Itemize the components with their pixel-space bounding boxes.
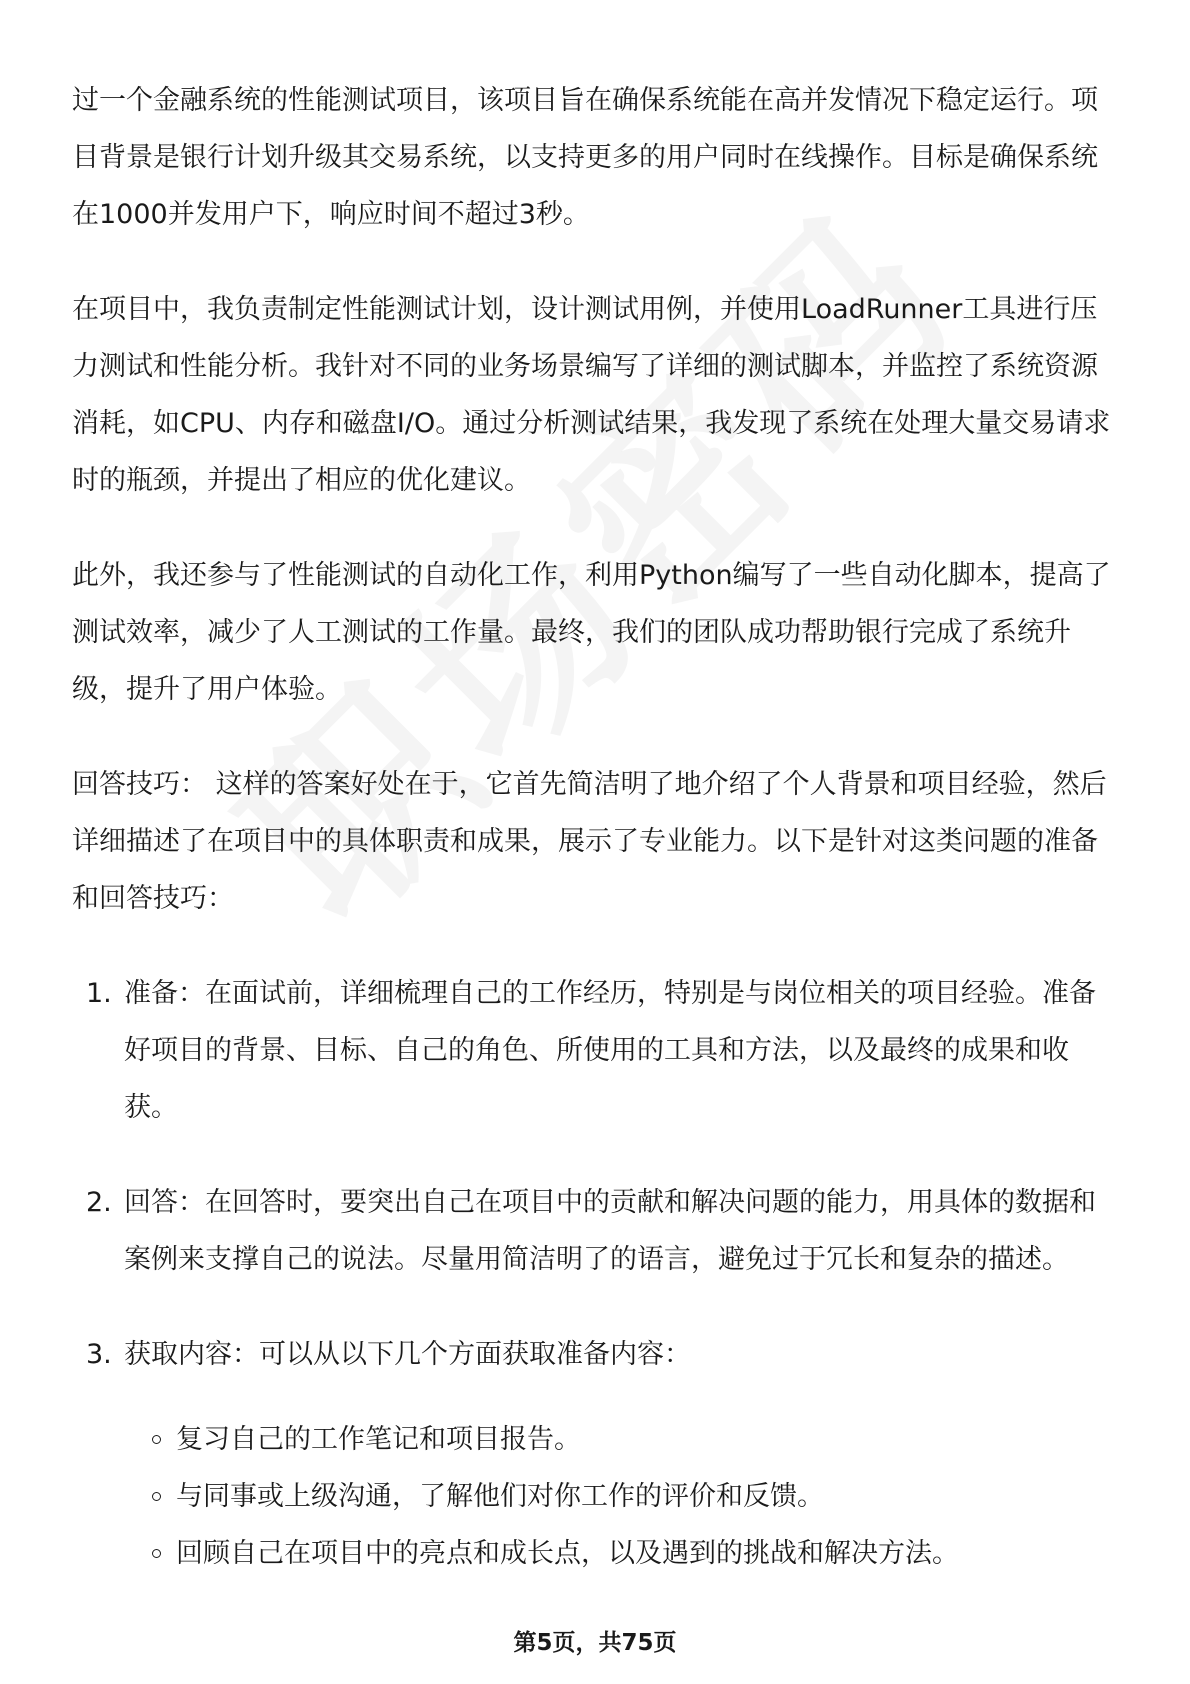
paragraph-project-background: 过一个金融系统的性能测试项目，该项目旨在确保系统能在高并发情况下稳定运行。项目背景是银行计划升级其交易系统，以支持更多的用户同时在线操作。目标是确保系统在1000并发用户下，响应时间不超过3秒。 (72, 85, 1098, 230)
list-item-text: 回答：在回答时，要突出自己在项目中的贡献和解决问题的能力，用具体的数据和案例来支撑自己的说法。尽量用简洁明了的语言，避免过于冗长和复杂的描述。 (124, 1187, 1096, 1275)
list-number: 2. (86, 1187, 112, 1218)
list-item (72, 1174, 1122, 1288)
circle-bullet-icon (152, 1492, 161, 1501)
circle-bullet-icon (152, 1549, 161, 1558)
list-item (72, 1326, 1122, 1582)
sub-list-item (148, 1468, 1122, 1525)
paragraph-responsibilities: 在项目中，我负责制定性能测试计划，设计测试用例，并使用LoadRunner工具进行压力测试和性能分析。我针对不同的业务场景编写了详细的测试脚本，并监控了系统资源消耗，如CPU、内存和磁盘I/O。通过分析测试结果，我发现了系统在处理大量交易请求时的瓶颈，并提出了相应的优化建议。 (72, 294, 1111, 496)
paragraph-automation: 此外，我还参与了性能测试的自动化工作，利用Python编写了一些自动化脚本，提高了测试效率，减少了人工测试的工作量。最终，我们的团队成功帮助银行完成了系统升级，提升了用户体验。 (72, 560, 1111, 705)
list-item (72, 965, 1122, 1136)
sub-list (124, 1411, 1122, 1582)
list-item-text: 准备：在面试前，详细梳理自己的工作经历，特别是与岗位相关的项目经验。准备好项目的背景、目标、自己的角色、所使用的工具和方法，以及最终的成果和收获。 (124, 978, 1096, 1123)
sub-list-item (148, 1411, 1122, 1468)
paragraph-answer-tips: 回答技巧： 这样的答案好处在于，它首先简洁明了地介绍了个人背景和项目经验，然后详细描述了在项目中的具体职责和成果，展示了专业能力。以下是针对这类问题的准备和回答技巧： (72, 769, 1107, 914)
circle-bullet-icon (152, 1435, 161, 1444)
list-item-text: 获取内容：可以从以下几个方面获取准备内容： (124, 1339, 691, 1370)
sub-list-item-text: 与同事或上级沟通，了解他们对你工作的评价和反馈。 (176, 1481, 824, 1512)
sub-list-item-text: 复习自己的工作笔记和项目报告。 (176, 1424, 581, 1455)
tips-list (72, 965, 1122, 1582)
list-number: 3. (86, 1339, 112, 1370)
sub-list-item (148, 1525, 1122, 1582)
page-number: 第5页，共75页 (513, 1630, 677, 1656)
list-number: 1. (86, 978, 112, 1009)
document-body (72, 72, 1122, 1620)
sub-list-item-text: 回顾自己在项目中的亮点和成长点，以及遇到的挑战和解决方法。 (176, 1538, 959, 1569)
